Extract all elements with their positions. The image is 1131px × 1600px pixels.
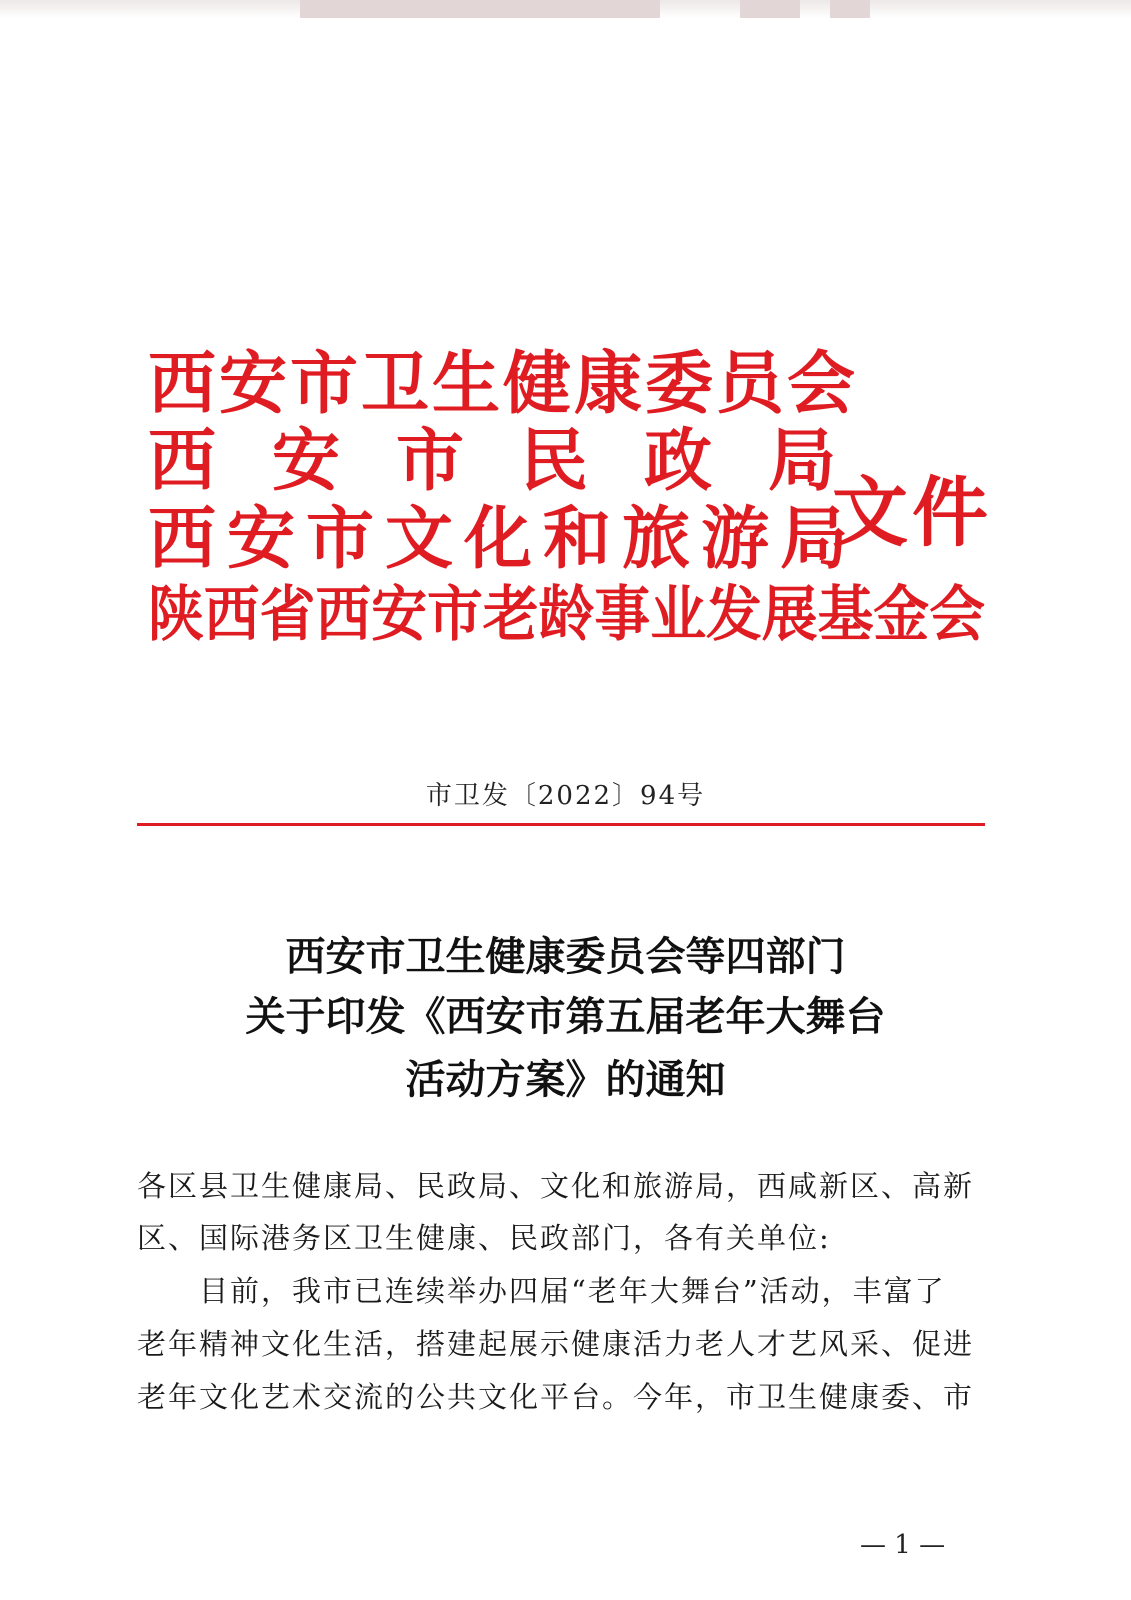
issuer-line: 西安市民政局 — [148, 421, 893, 501]
body-line: 老年文化艺术交流的公共文化平台。今年，市卫生健康委、市 — [137, 1380, 975, 1414]
document-type-suffix: 文件 — [832, 468, 992, 557]
body-line: 区、国际港务区卫生健康、民政部门，各有关单位: — [137, 1221, 831, 1255]
scan-edge-mark — [740, 0, 800, 18]
scan-edge — [0, 0, 1131, 18]
issuer-line: 西安市卫生健康委员会 — [148, 344, 859, 424]
document-title-line: 西安市卫生健康委员会等四部门 — [285, 933, 846, 980]
issuer-line: 陕西省西安市老龄事业发展基金会 — [148, 580, 985, 650]
body-line: 目前，我市已连续举办四届“老年大舞台”活动，丰富了 — [137, 1274, 946, 1308]
red-separator-line — [137, 823, 985, 826]
scan-edge-mark — [830, 0, 870, 18]
body-line: 各区县卫生健康局、民政局、文化和旅游局，西咸新区、高新 — [137, 1169, 975, 1203]
body-line: 老年精神文化生活，搭建起展示健康活力老人才艺风采、促进 — [137, 1327, 975, 1361]
document-number: 市卫发〔2022〕94号 — [425, 781, 706, 811]
page-number: — 1 — — [860, 1530, 946, 1560]
document-title-line: 活动方案》的通知 — [405, 1056, 726, 1103]
document-title-line: 关于印发《西安市第五届老年大舞台 — [245, 993, 886, 1040]
issuer-line: 西安市文化和旅游局 — [148, 499, 860, 579]
scan-edge-mark — [300, 0, 660, 18]
